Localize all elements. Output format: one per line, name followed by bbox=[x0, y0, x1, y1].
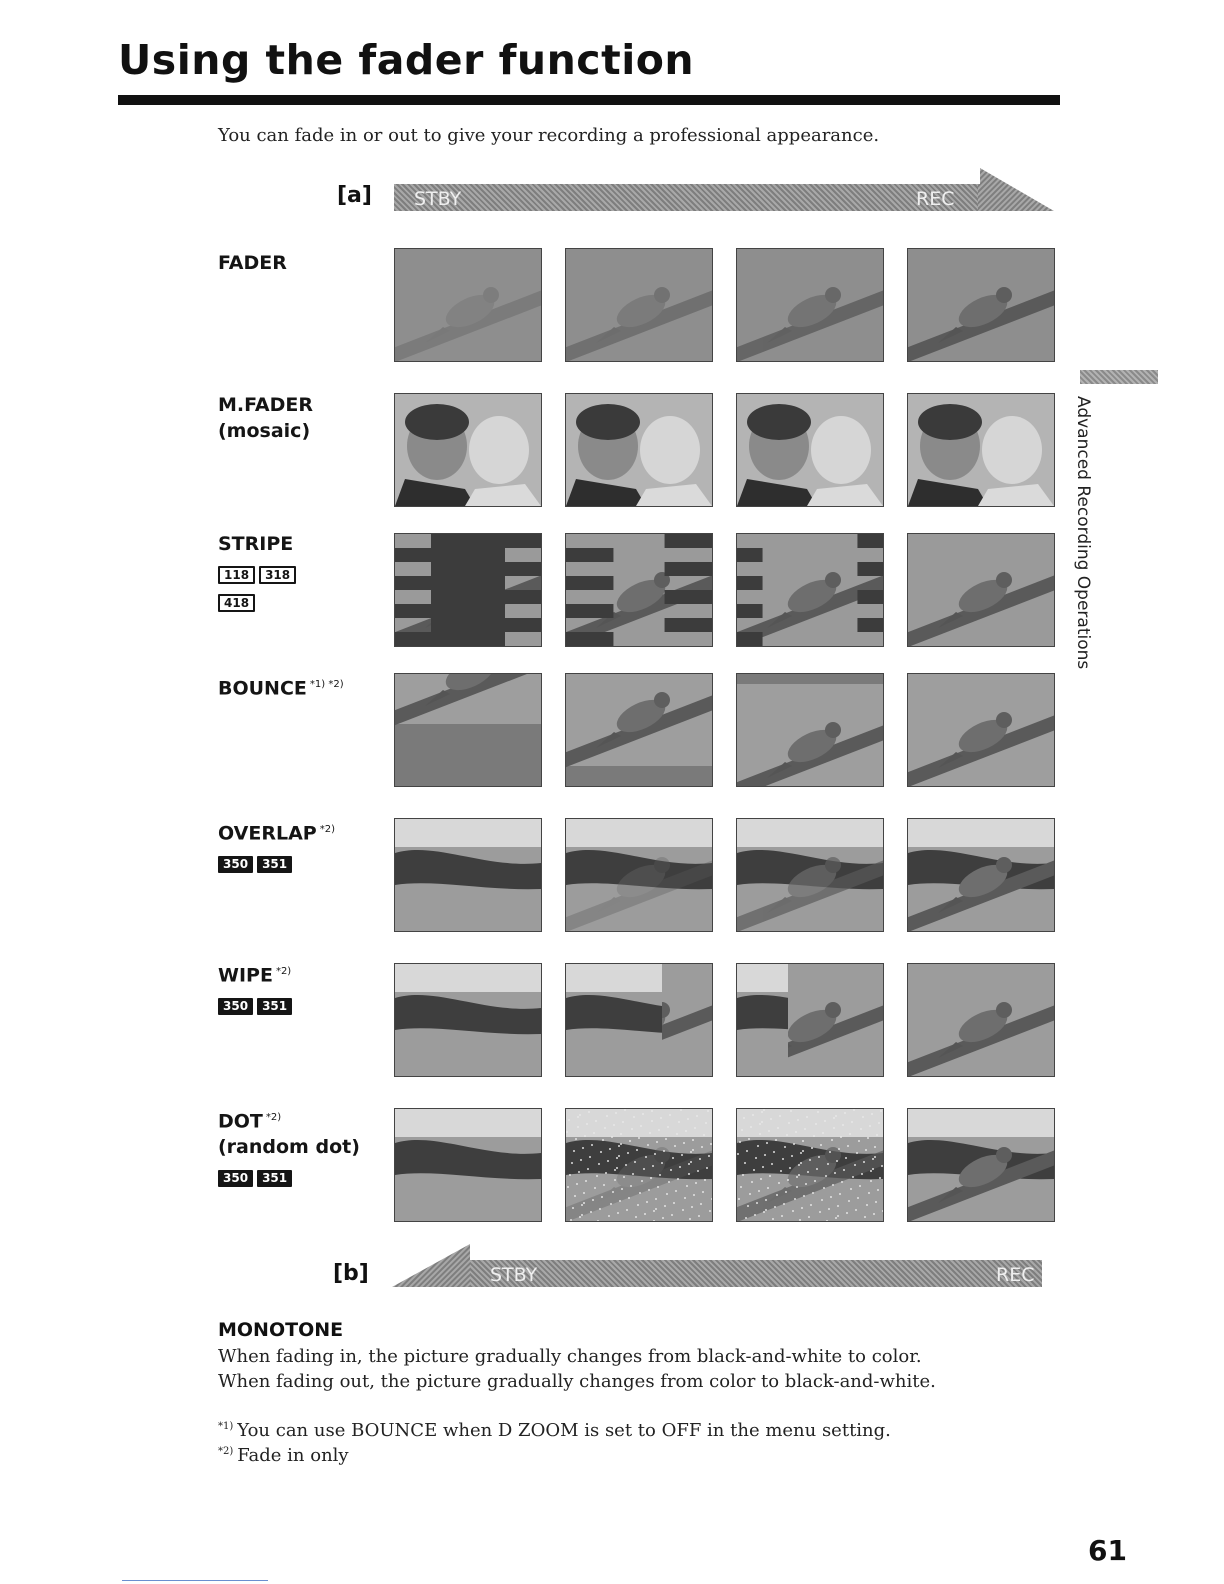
model-badges bbox=[218, 560, 300, 586]
section-tab-label: Advanced Recording Operations bbox=[1073, 396, 1093, 670]
frame-illustration bbox=[395, 1109, 541, 1221]
frame-illustration bbox=[737, 964, 883, 1076]
row-note: *1) *2) bbox=[309, 679, 344, 690]
frame-illustration bbox=[737, 1109, 883, 1221]
fader-frame bbox=[394, 248, 542, 362]
monotone-line-2: When fading out, the picture gradually changes from color to black-and-white. bbox=[218, 1371, 936, 1392]
fader-frame bbox=[394, 818, 542, 932]
row-label-dot bbox=[218, 1105, 360, 1189]
row-note: *2) bbox=[275, 966, 292, 977]
frame-illustration bbox=[908, 249, 1054, 361]
frame-illustration bbox=[737, 394, 883, 506]
model-badge: 318 bbox=[259, 566, 296, 584]
row-name: BOUNCE bbox=[218, 677, 307, 700]
frame-illustration bbox=[395, 249, 541, 361]
fader-frame bbox=[736, 248, 884, 362]
row-label-fader bbox=[218, 250, 287, 276]
frame-illustration bbox=[908, 534, 1054, 646]
fader-frame bbox=[907, 248, 1055, 362]
row-name: DOT bbox=[218, 1110, 263, 1133]
bar-b-label: [b] bbox=[333, 1261, 369, 1286]
row-sub: (random dot) bbox=[218, 1136, 360, 1159]
bar-b-stby: STBY bbox=[490, 1264, 538, 1286]
frame-illustration bbox=[908, 394, 1054, 506]
model-badge: 350 bbox=[218, 1170, 253, 1187]
model-badge: 351 bbox=[257, 856, 292, 873]
fader-frame bbox=[565, 1108, 713, 1222]
frame-illustration bbox=[908, 674, 1054, 786]
fader-frame bbox=[736, 533, 884, 647]
fader-frame bbox=[907, 393, 1055, 507]
row-note: *2) bbox=[319, 824, 335, 835]
bar-a-arrowhead bbox=[978, 168, 1056, 212]
model-badges bbox=[218, 588, 300, 614]
bar-b bbox=[470, 1260, 1042, 1287]
bar-a-stby: STBY bbox=[414, 188, 462, 210]
model-badge: 418 bbox=[218, 594, 255, 612]
row-label-mfader bbox=[218, 392, 313, 444]
model-badge: 351 bbox=[257, 998, 292, 1015]
footnote-text: You can use BOUNCE when D ZOOM is set to OFF in the menu setting. bbox=[237, 1420, 891, 1441]
footnote-mark: *2) bbox=[218, 1446, 234, 1457]
fader-frame bbox=[736, 1108, 884, 1222]
fader-frame bbox=[907, 963, 1055, 1077]
title-rule bbox=[118, 95, 1060, 105]
fader-frame bbox=[565, 818, 713, 932]
row-sub: (mosaic) bbox=[218, 420, 311, 442]
frame-illustration bbox=[737, 674, 883, 786]
model-badges bbox=[218, 991, 296, 1017]
model-badge: 351 bbox=[257, 1170, 292, 1187]
monotone-heading: MONOTONE bbox=[218, 1319, 344, 1341]
model-badge: 118 bbox=[218, 566, 255, 584]
frame-illustration bbox=[566, 249, 712, 361]
model-badges bbox=[218, 1163, 360, 1189]
footnote-2 bbox=[218, 1445, 349, 1466]
frame-illustration bbox=[737, 249, 883, 361]
fader-frame bbox=[565, 673, 713, 787]
bottom-rule bbox=[122, 1580, 268, 1581]
frame-illustration bbox=[737, 819, 883, 931]
page-number: 61 bbox=[1088, 1534, 1127, 1567]
bar-b-arrowhead bbox=[392, 1244, 472, 1288]
fader-frame bbox=[736, 673, 884, 787]
section-tab-marker bbox=[1080, 370, 1158, 384]
frame-illustration bbox=[737, 534, 883, 646]
bar-b-rec: REC bbox=[996, 1264, 1035, 1286]
page-title: Using the fader function bbox=[118, 36, 695, 84]
fader-frame bbox=[907, 533, 1055, 647]
fader-frame bbox=[736, 818, 884, 932]
frame-illustration bbox=[566, 394, 712, 506]
bar-a-label: [a] bbox=[337, 183, 372, 208]
model-badges bbox=[218, 849, 335, 875]
fader-frame bbox=[394, 963, 542, 1077]
row-name: STRIPE bbox=[218, 533, 294, 555]
row-note: *2) bbox=[265, 1112, 282, 1123]
fader-frame bbox=[394, 673, 542, 787]
fader-frame bbox=[907, 1108, 1055, 1222]
fader-frame bbox=[394, 1108, 542, 1222]
footnote-mark: *1) bbox=[218, 1421, 234, 1432]
monotone-line-1: When fading in, the picture gradually changes from black-and-white to color. bbox=[218, 1346, 922, 1367]
frame-illustration bbox=[566, 534, 712, 646]
frame-illustration bbox=[908, 964, 1054, 1076]
intro-text: You can fade in or out to give your recording a professional appearance. bbox=[218, 125, 880, 146]
fader-frame bbox=[394, 533, 542, 647]
footnote-1 bbox=[218, 1420, 891, 1441]
frame-illustration bbox=[566, 964, 712, 1076]
bar-a-rec: REC bbox=[916, 188, 955, 210]
model-badge: 350 bbox=[218, 856, 253, 873]
model-badge: 350 bbox=[218, 998, 253, 1015]
row-name: OVERLAP bbox=[218, 822, 317, 845]
fader-frame bbox=[907, 673, 1055, 787]
frame-illustration bbox=[395, 964, 541, 1076]
frame-illustration bbox=[566, 819, 712, 931]
fader-frame bbox=[736, 963, 884, 1077]
frame-illustration bbox=[908, 819, 1054, 931]
fader-frame bbox=[907, 818, 1055, 932]
bar-a bbox=[394, 184, 980, 211]
row-label-wipe bbox=[218, 959, 296, 1017]
row-name: M.FADER bbox=[218, 394, 314, 416]
fader-frame bbox=[565, 393, 713, 507]
row-label-overlap bbox=[218, 817, 335, 875]
frame-illustration bbox=[566, 674, 712, 786]
frame-illustration bbox=[395, 819, 541, 931]
row-label-stripe bbox=[218, 531, 300, 614]
frame-illustration bbox=[395, 394, 541, 506]
fader-frame bbox=[565, 248, 713, 362]
frame-illustration bbox=[395, 674, 541, 786]
footnote-text: Fade in only bbox=[237, 1445, 349, 1466]
fader-frame bbox=[565, 533, 713, 647]
section-tab bbox=[1069, 396, 1093, 696]
fader-frame bbox=[394, 393, 542, 507]
row-label-bounce bbox=[218, 672, 344, 701]
frame-illustration bbox=[566, 1109, 712, 1221]
fader-frame bbox=[736, 393, 884, 507]
frame-illustration bbox=[395, 534, 541, 646]
row-name: WIPE bbox=[218, 964, 273, 987]
frame-illustration bbox=[908, 1109, 1054, 1221]
fader-frame bbox=[565, 963, 713, 1077]
row-name: FADER bbox=[218, 252, 287, 274]
